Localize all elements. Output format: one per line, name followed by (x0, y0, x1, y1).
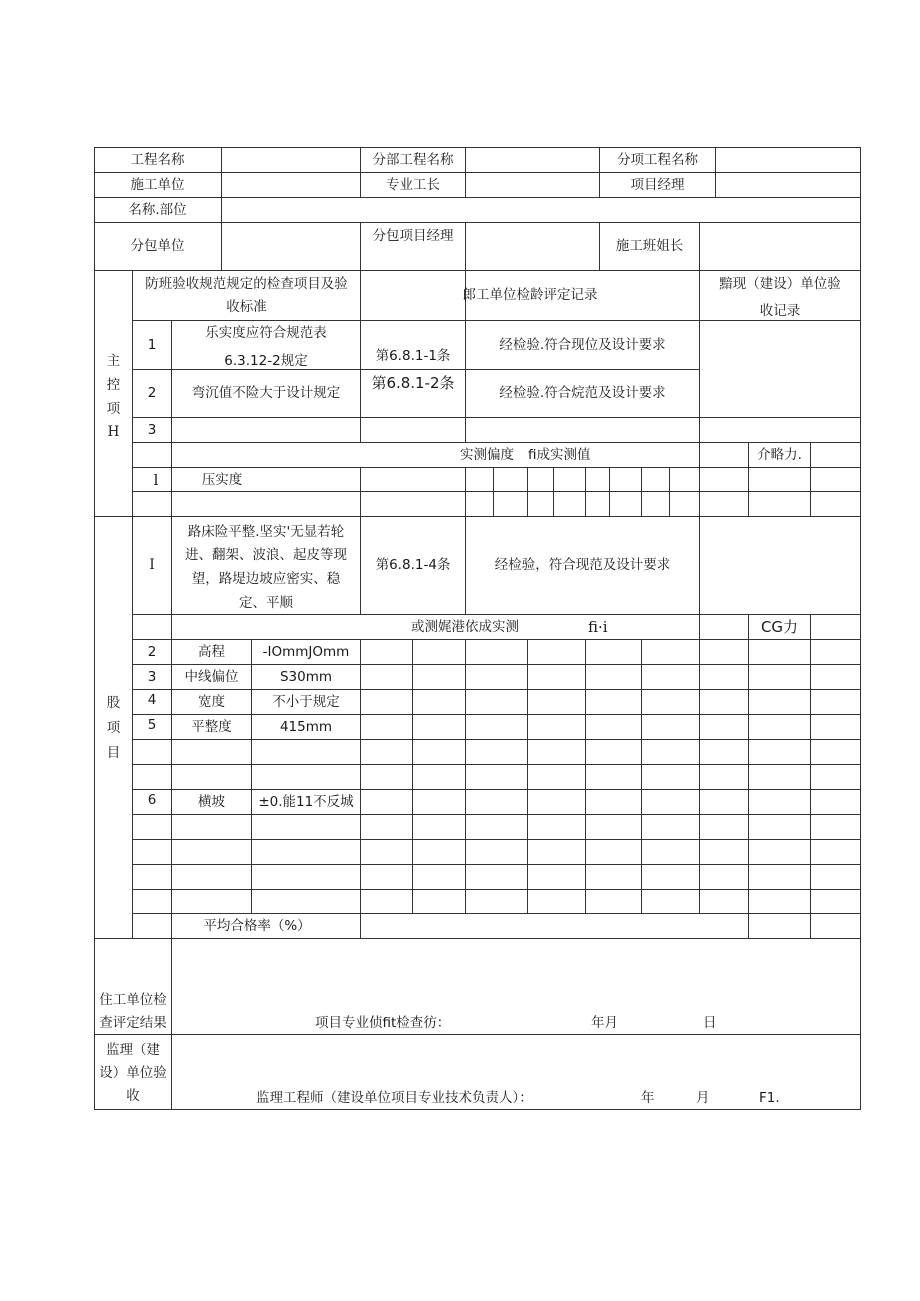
supervision-result-day: F1. (759, 1089, 780, 1106)
main-pass-label: 介略力. (757, 446, 802, 463)
main-item-3-no: 3 (147, 421, 157, 438)
name-location-label: 名称.部位 (128, 201, 187, 218)
grid-line (641, 639, 642, 914)
general-row-tolerance: ±0.能11不反城 (258, 793, 354, 810)
supervision-result-year: 年 (641, 1089, 655, 1106)
general-label-2: 项 (106, 719, 121, 736)
grid-line (553, 467, 554, 517)
grid-line (465, 222, 466, 271)
grid-line (94, 938, 861, 939)
construction-result-label-line1: 住工单位检 (99, 991, 167, 1008)
main-control-label-4: H (107, 423, 120, 440)
grid-line (465, 467, 466, 517)
supervision-header-line1: 黯现（建设）单位验 (719, 275, 841, 292)
general-row-no: 5 (147, 716, 157, 733)
grid-line (412, 639, 413, 914)
supervision-result-month: 月 (696, 1089, 710, 1106)
general-item-1-no: I (149, 557, 155, 573)
project-manager-label: 项目经理 (630, 176, 685, 193)
grid-line (94, 1034, 861, 1035)
supervision-result-label-line3: 收 (126, 1087, 140, 1104)
main-item-1-clause: 第6.8.1-1条 (375, 347, 451, 364)
sub-item-name-label: 分项工程名称 (617, 151, 698, 168)
general-label-3: 目 (106, 744, 121, 761)
general-row-item: 平整度 (191, 718, 232, 735)
general-row-no: 3 (147, 668, 157, 685)
main-control-label-2: 控 (106, 376, 121, 393)
division-name-label: 分部工程名称 (372, 151, 454, 168)
standard-header-line2: 收标准 (226, 298, 267, 315)
general-item-1-desc-line4: 定、平顺 (239, 594, 293, 611)
general-row-no: 2 (147, 643, 157, 660)
general-pass-label: CG力 (760, 617, 799, 636)
grid-line (94, 147, 95, 1110)
general-row-no: 4 (147, 691, 157, 708)
general-item-1-desc-line3: 望，路堤边坡应密实、稳 (191, 570, 341, 587)
main-measure-value-header: fi成实测值 (528, 446, 591, 463)
grid-line (360, 639, 361, 939)
division-name-value[interactable] (466, 148, 599, 172)
grid-line (132, 839, 861, 840)
supervision-result-signer: 监理工程师（建设单位项目专业技术负责人）： (256, 1089, 533, 1106)
main-measure-header: 实测偏度 (460, 446, 514, 463)
standard-header-line1: 防班验收规范规定的检查项目及验 (145, 275, 348, 292)
grid-line (132, 417, 861, 418)
general-measure-header: 或测娓港依成实测 (411, 618, 519, 635)
main-control-label-3: 项 (106, 400, 121, 417)
team-leader-label: 施工班姐长 (615, 238, 684, 254)
main-item-2-desc: 弯沉值不险大于设计规定 (191, 385, 341, 401)
general-measure-value-header: fi·i (588, 617, 608, 636)
main-control-label-1: 主 (106, 352, 121, 369)
grid-line (360, 467, 361, 517)
grid-line (132, 889, 861, 890)
grid-line (860, 147, 861, 1110)
grid-line (699, 639, 700, 914)
grid-line (465, 639, 466, 914)
grid-line (94, 1109, 861, 1110)
sub-item-name-value[interactable] (716, 148, 860, 172)
supervision-result-label-line1: 监理（建 (106, 1041, 160, 1058)
grid-line (810, 614, 811, 939)
grid-line (493, 467, 494, 517)
construction-result-year-month: 年月 (591, 1014, 618, 1031)
main-item-2-clause: 第6.8.1-2条 (371, 373, 455, 392)
grid-line (132, 739, 861, 740)
project-name-label: 工程名称 (130, 151, 185, 168)
grid-line (132, 814, 861, 815)
supervision-result-label-line2: 设）单位验 (99, 1064, 167, 1081)
main-item-2-no: 2 (147, 385, 157, 401)
compaction-no: l (153, 471, 159, 489)
grid-line (132, 764, 861, 765)
grid-line (527, 467, 528, 517)
main-item-2-result: 经检验.符合烷范及设计要求 (499, 385, 666, 401)
general-label-1: 股 (106, 694, 121, 711)
grid-line (641, 467, 642, 517)
grid-line (132, 864, 861, 865)
general-row-tolerance: -IOmmJOmm (262, 643, 350, 660)
general-item-1-result: 经检验，符合现范及设计要求 (494, 557, 671, 573)
grid-line (527, 639, 528, 914)
subcontract-unit-label: 分包单位 (130, 238, 185, 254)
project-name-value[interactable] (222, 148, 360, 172)
grid-line (585, 467, 586, 517)
general-item-1-clause: 第6.8.1-4条 (375, 557, 451, 573)
main-item-1-desc-line1: 乐实度应符合规范表 (205, 324, 327, 341)
general-item-1-desc-line1: 路床险平整.坚实'无显若轮 (187, 523, 345, 540)
general-row-item: 宽度 (198, 693, 225, 710)
grid-line (669, 467, 670, 517)
grid-line (699, 516, 700, 639)
supervision-header-line2: 收记录 (759, 303, 801, 319)
general-row-tolerance: 不小于规定 (272, 693, 340, 710)
grid-line (171, 938, 172, 1110)
construction-result-signer: 项目专业侦fit检查彷： (315, 1014, 451, 1031)
compaction-label: 压实度 (201, 471, 243, 488)
grid-line (699, 222, 700, 271)
general-row-tolerance: S30mm (279, 668, 333, 685)
construction-unit-label: 施工单位 (130, 176, 185, 193)
general-row-item: 高程 (198, 643, 225, 660)
grid-line (748, 614, 749, 939)
construction-result-label-line2: 查评定结果 (99, 1014, 167, 1031)
grid-line (810, 442, 811, 517)
foreman-label: 专业工长 (386, 176, 440, 193)
main-item-1-desc-line2: 6.3.12-2规定 (224, 353, 308, 369)
main-item-1-no: 1 (147, 336, 157, 353)
average-pass-rate-label: 平均合格率（%） (203, 917, 311, 934)
general-row-tolerance: 415mm (279, 718, 333, 735)
subcontract-manager-label: 分包项目经理 (372, 227, 454, 244)
construction-result-day: 日 (703, 1014, 717, 1031)
general-row-item: 中线偏位 (184, 668, 239, 685)
main-item-1-result: 经检验.符合现位及设计要求 (499, 336, 666, 353)
general-item-1-desc-line2: 进、翻架、波浪、起皮等现 (185, 546, 347, 563)
grid-line (585, 639, 586, 914)
construction-record-header: 郎工单位检龄评定记录 (462, 287, 598, 303)
grid-line (609, 467, 610, 517)
general-row-item: 横坡 (198, 793, 225, 810)
general-row-no: 6 (147, 791, 157, 808)
